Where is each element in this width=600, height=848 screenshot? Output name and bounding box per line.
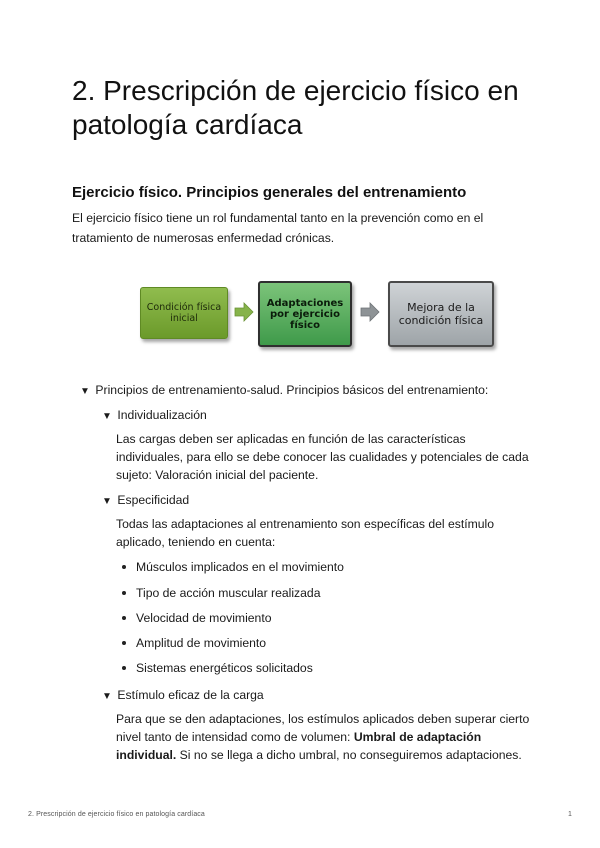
triangle-down-icon: ▼	[102, 496, 112, 507]
individualizacion-toggle[interactable]	[102, 406, 207, 426]
estimulo-text: Para que se den adaptaciones, los estímulos aplicados deben superar cierto nivel tanto de intensidad como de volumen: Umbral de adaptación individual. Si no se llega a dicho umbral, no conseguiremos adaptaciones.	[116, 712, 530, 762]
especificidad-label: Especificidad	[117, 493, 190, 507]
list-item: Amplitud de movimiento	[122, 636, 266, 650]
right-arrow-icon	[234, 302, 254, 322]
footer-text: 2. Prescripción de ejercicio físico en patología cardíaca	[28, 811, 205, 818]
intro-paragraph: El ejercicio físico tiene un rol fundamental tanto en la prevención como en el tratamiento de numerosas enfermedad crónicas.	[72, 211, 484, 245]
principles-toggle[interactable]	[80, 381, 488, 401]
estimulo-toggle[interactable]	[102, 686, 264, 706]
list-item: Músculos implicados en el movimiento	[122, 560, 344, 574]
list-item: Velocidad de movimiento	[122, 611, 272, 625]
list-item: Tipo de acción muscular realizada	[122, 586, 320, 600]
triangle-down-icon: ▼	[102, 691, 112, 702]
triangle-down-icon: ▼	[80, 386, 90, 397]
especificidad-text: Todas las adaptaciones al entrenamiento son específicas del estímulo aplicado, teniendo en cuenta:	[116, 517, 495, 549]
diagram-box-adaptations: Adaptaciones por ejercicio físico	[258, 281, 352, 347]
especificidad-toggle[interactable]	[102, 491, 189, 511]
diagram-box-initial-condition: Condición física inicial	[140, 287, 228, 339]
training-diagram	[140, 280, 495, 348]
individualizacion-text: Las cargas deben ser aplicadas en función de las características individuales, para ello se debe conocer las cualidades y potenciales de cada sujeto: Valoración inicial del paciente.	[116, 432, 529, 482]
right-arrow-icon	[360, 302, 380, 322]
triangle-down-icon: ▼	[102, 411, 112, 422]
list-item: Sistemas energéticos solicitados	[122, 661, 313, 675]
page-title: 2. Prescripción de ejercicio físico en patología cardíaca	[72, 75, 519, 140]
threshold-term: Umbral de adaptación individual.	[116, 730, 482, 762]
section-heading: Ejercicio físico. Principios generales del entrenamiento	[72, 184, 467, 201]
principles-toggle-label: Principios de entrenamiento-salud. Principios básicos del entrenamiento:	[95, 383, 489, 397]
estimulo-label: Estímulo eficaz de la carga	[117, 688, 264, 702]
diagram-box-improvement: Mejora de la condición física	[388, 281, 494, 347]
individualizacion-label: Individualización	[117, 408, 207, 422]
page-number: 1	[568, 811, 572, 818]
